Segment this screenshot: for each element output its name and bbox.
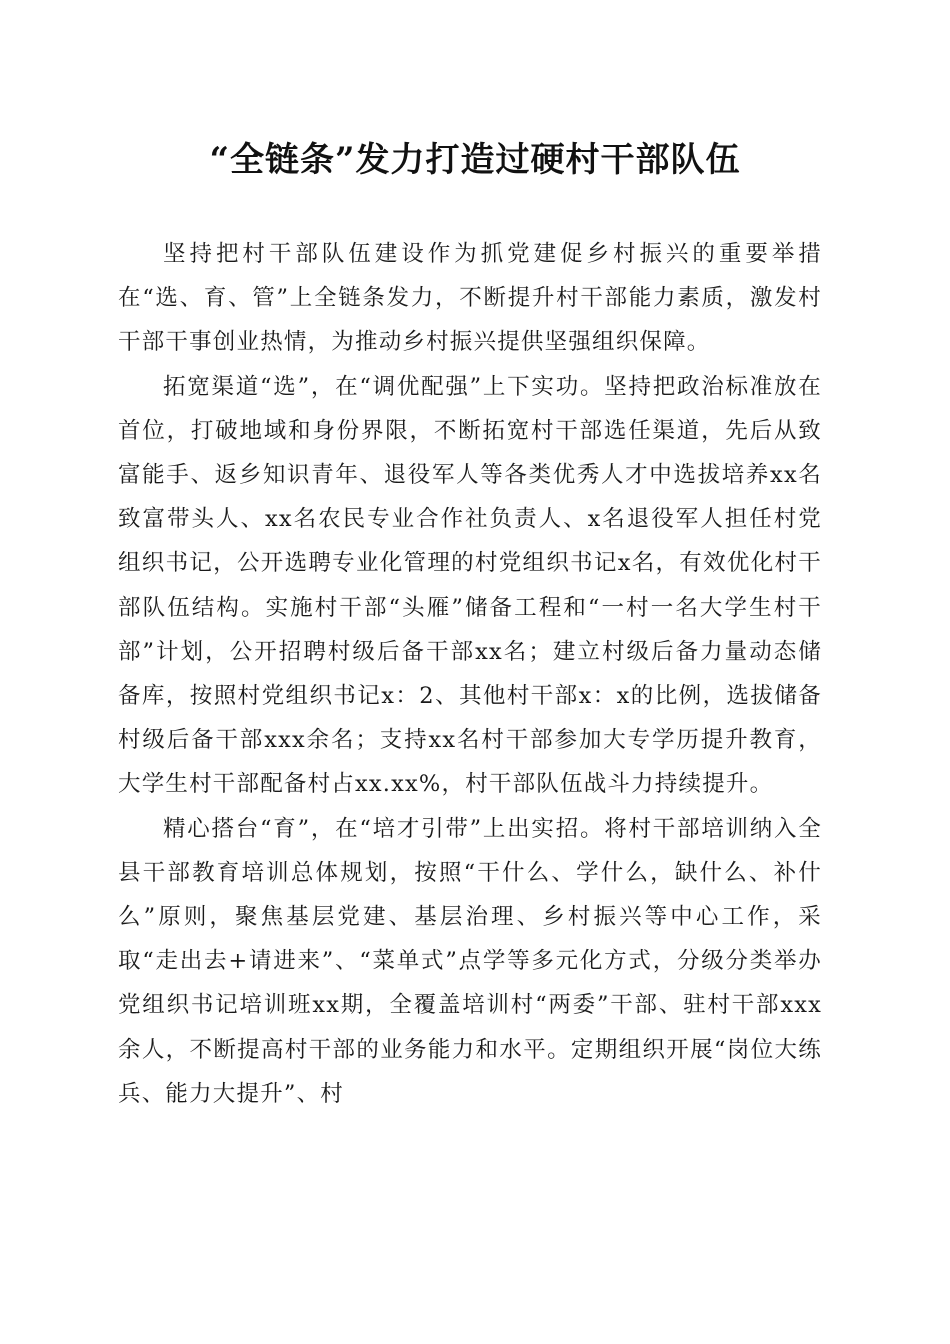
paragraph-selection: 拓宽渠道“选”，在“调优配强”上下实功。坚持把政治标准放在首位，打破地域和身份界限，不断拓宽村干部选任渠道，先后从致富能手、返乡知识青年、退役军人等各类优秀人才中选拔培养xx名致富带头人、xx名农民专业合作社负责人、x名退役军人担任村党组织书记，公开选聘专业化管理的村党组织书记x名，有效优化村干部队伍结构。实施村干部“头雁”储备工程和“一村一名大学生村干部”计划，公开招聘村级后备干部xx名；建立村级后备力量动态储备库，按照村党组织书记x：2、其他村干部x：x的比例，选拔储备村级后备干部xxx余名；支持xx名村干部参加大专学历提升教育，大学生村干部配备村占xx.xx%，村干部队伍战斗力持续提升。 — [118, 373, 822, 798]
paragraph-training: 精心搭台“育”，在“培才引带”上出实招。将村干部培训纳入全县干部教育培训总体规划，按照“干什么、学什么，缺什么、补什么”原则，聚焦基层党建、基层治理、乡村振兴等中心工作，采取“走出去+请进来”、“菜单式”点学等多元化方式，分级分类举办党组织书记培训班xx期，全覆盖培训村“两委”干部、驻村干部xxx余人，不断提高村干部的业务能力和水平。定期组织开展“岗位大练兵、能力大提升”、村 — [118, 815, 822, 1107]
page-title: “全链条”发力打造过硬村干部队伍 — [209, 140, 741, 180]
document-body — [118, 232, 822, 1116]
paragraph-intro: 坚持把村干部队伍建设作为抓党建促乡村振兴的重要举措在“选、育、管”上全链条发力，不断提升村干部能力素质，激发村干部干事创业热情，为推动乡村振兴提供坚强组织保障。 — [118, 241, 822, 356]
